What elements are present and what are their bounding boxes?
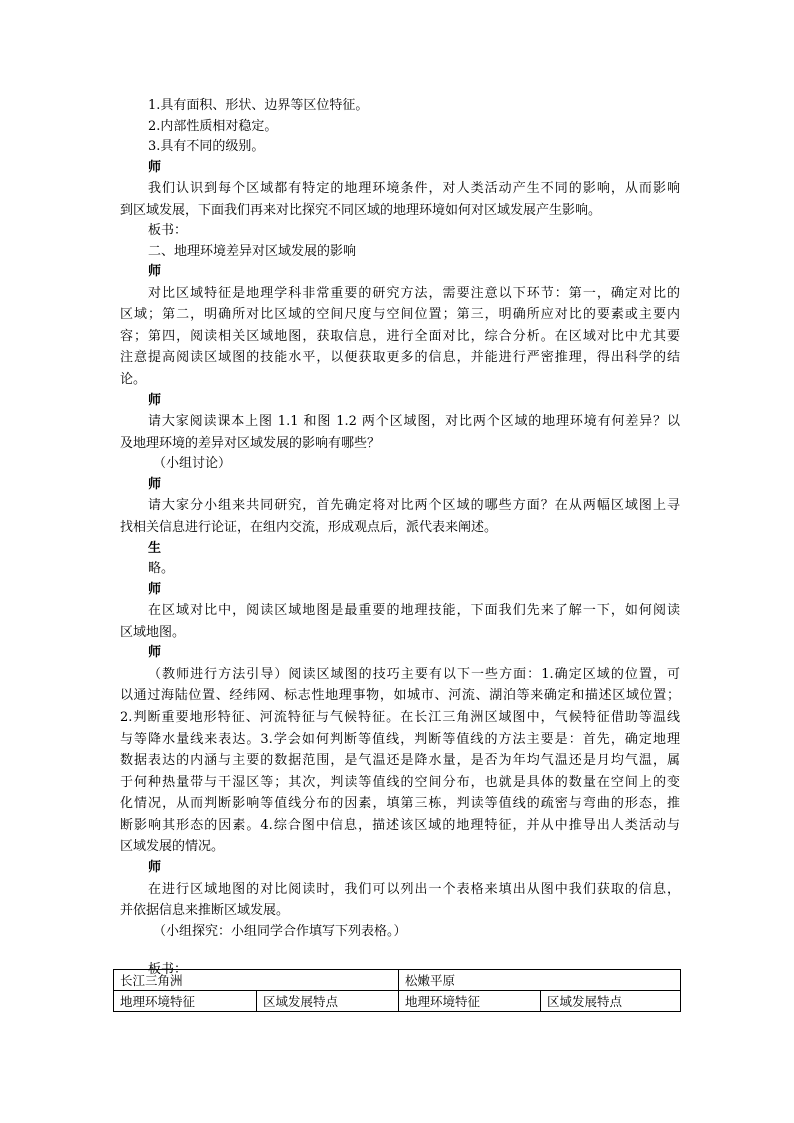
table-cell: 区域发展特点: [257, 991, 399, 1012]
paragraph: 我们认识到每个区域都有特定的地理环境条件，对人类活动产生不同的影响，从而影响 到区域发展，下面我们再来对比探究不同区域的地理环境如何对区域发展产生影响。: [120, 181, 680, 218]
table-cell: 地理环境特征: [114, 991, 257, 1012]
paragraph: 对比区域特征是地理学科非常重要的研究方法，需要注意以下环节：第一，确定对比的 区域；第二，明确所对比区域的空间尺度与空间位置；第三，明确所应对比的要素或主要内 容；第四，阅读相关区域地图，获取信息，进行全面对比，综合分析。在区域对比中尤其要 注意提高阅读区域图的技能水平，以便获取更多的信息，并能进行严密推理，得出科学的结 论。: [120, 285, 680, 388]
list-item: 3.具有不同的级别。: [148, 139, 265, 154]
table-cell: 松嫩平原: [399, 970, 681, 991]
section-heading: 二、地理环境差异对区域发展的影响: [148, 243, 357, 259]
list-item: 2.内部性质相对稳定。: [148, 118, 278, 134]
comparison-table: [113, 969, 681, 1012]
lesson-text: [120, 96, 680, 981]
table-cell: 地理环境特征: [399, 991, 541, 1012]
speaker-label: 师: [148, 392, 162, 408]
table-row: [114, 991, 681, 1012]
speaker-label: 师: [148, 159, 162, 175]
student-response: 略。: [148, 561, 175, 577]
speaker-label: 师: [148, 476, 162, 492]
paragraph: 请大家阅读课本上图 1.1 和图 1.2 两个区域图，对比两个区域的地理环境有何差异？以 及地理环境的差异对区域发展的影响有哪些？: [120, 414, 680, 451]
paragraph: 请大家分小组来共同研究，首先确定将对比两个区域的哪些方面？在从两幅区域图上寻 找相关信息进行论证，在组内交流，形成观点后，派代表来阐述。: [120, 498, 680, 535]
table-cell: 区域发展特点: [541, 991, 681, 1012]
list-item: 1.具有面积、形状、边界等区位特征。: [148, 98, 369, 113]
board-label: 板书：: [148, 962, 188, 978]
speaker-label: 生: [148, 540, 162, 556]
speaker-label: 师: [148, 860, 162, 876]
speaker-label: 师: [148, 581, 162, 597]
paragraph: （教师进行方法引导）阅读区域图的技巧主要有以下一些方面：1.确定区域的位置，可 以通过海陆位置、经纬网、标志性地理事物，如城市、河流、湖泊等来确定和描述区域位置； 2.判断重要地形特征、河流特征与气候特征。在长江三角洲区域图中，气候特征借助等温线 与等降水量线来表达。3.学会如何判断等值线，判断等值线的方法主要是：首先，确定地理 数据表达的内涵与主要的数据范围，是气温还是降水量，是否为年均气温还是月均气温，属 于何种热量带与干湿区等；其次，判读等值线的空间分布，也就是具体的数量在空间上的变 化情况，从而判断影响等值线分布的因素，填第三栋，判读等值线的疏密与弯曲的形态，推 断影响其形态的因素。4.综合图中信息，描述该区域的地理特征，并从中推导出人类活动与 区域发展的情况。: [120, 666, 680, 855]
table-cell: 长江三角洲: [114, 970, 399, 991]
speaker-label: 师: [148, 264, 162, 280]
table-row: [114, 970, 681, 991]
paragraph: 在区域对比中，阅读区域地图是最重要的地理技能，下面我们先来了解一下，如何阅读 区域地图。: [120, 603, 680, 640]
activity-note: （小组探究：小组同学合作填写下列表格。）: [153, 923, 407, 939]
activity-note: （小组讨论）: [153, 456, 232, 472]
board-label: 板书：: [148, 223, 188, 239]
paragraph: 在进行区域地图的对比阅读时，我们可以列出一个表格来填出从图中我们获取的信息， 并依据信息来推断区域发展。: [120, 881, 680, 919]
speaker-label: 师: [148, 645, 162, 661]
